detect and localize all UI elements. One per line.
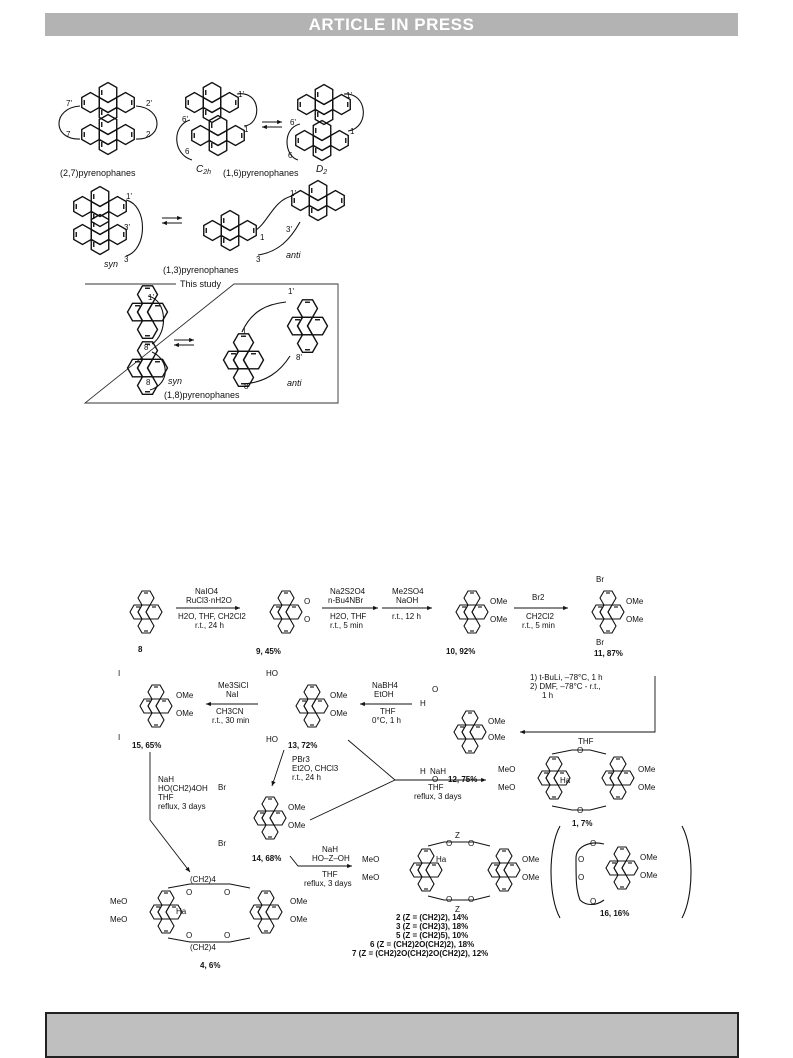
svg-text:Br2: Br2 <box>532 593 545 602</box>
svg-text:H2O, THF: H2O, THF <box>330 612 367 621</box>
svg-text:12, 75%: 12, 75% <box>448 775 478 784</box>
svg-text:HO–Z–OH: HO–Z–OH <box>312 854 350 863</box>
svg-text:(CH2)4: (CH2)4 <box>190 875 216 884</box>
svg-text:11, 87%: 11, 87% <box>594 649 623 658</box>
svg-text:1, 7%: 1, 7% <box>572 819 593 828</box>
svg-text:MeO: MeO <box>498 765 516 774</box>
svg-text:OMe: OMe <box>638 783 656 792</box>
svg-text:O: O <box>186 931 193 940</box>
svg-text:OMe: OMe <box>522 873 540 882</box>
step-3-conditions <box>382 587 432 621</box>
svg-text:O: O <box>468 839 475 848</box>
svg-text:n-Bu4NBr: n-Bu4NBr <box>328 596 364 605</box>
svg-text:OMe: OMe <box>288 821 306 830</box>
svg-text:O: O <box>577 746 584 755</box>
label-16b-6: 6 <box>288 151 293 160</box>
compound-8 <box>130 591 162 654</box>
compound-1 <box>498 746 656 828</box>
svg-text:OMe: OMe <box>490 615 508 624</box>
article-in-press-banner: ARTICLE IN PRESS <box>45 13 738 36</box>
svg-text:Br: Br <box>218 783 226 792</box>
label-18b-1: 1 <box>242 327 247 336</box>
label-16b-1: 1 <box>350 127 355 136</box>
figure1-pyrenophane-classes <box>59 83 363 404</box>
svg-text:4, 6%: 4, 6% <box>200 961 221 970</box>
svg-text:NaIO4: NaIO4 <box>195 587 219 596</box>
caption-27: (2,7)pyrenophanes <box>60 168 136 178</box>
svg-text:HO: HO <box>266 669 278 678</box>
label-16a-6p: 6' <box>182 115 188 124</box>
compound-14 <box>218 783 306 863</box>
svg-text:r.t., 24 h: r.t., 24 h <box>195 621 224 630</box>
svg-text:OMe: OMe <box>640 871 658 880</box>
label-13-3: 3 <box>124 255 129 264</box>
svg-text:O: O <box>224 931 231 940</box>
svg-text:CH3CN: CH3CN <box>216 707 244 716</box>
svg-text:THF: THF <box>322 870 338 879</box>
z-item-2: 2 (Z = (CH2)2), 14% <box>396 913 469 922</box>
svg-text:r.t., 12 h: r.t., 12 h <box>392 612 421 621</box>
svg-text:O: O <box>578 873 585 882</box>
svg-text:OMe: OMe <box>290 915 308 924</box>
svg-text:Ha: Ha <box>176 907 187 916</box>
svg-text:I: I <box>118 669 121 678</box>
svg-text:OMe: OMe <box>488 717 506 726</box>
svg-text:MeO: MeO <box>362 855 380 864</box>
svg-text:O: O <box>186 888 193 897</box>
svg-text:HO: HO <box>266 735 278 744</box>
label-13-anti: anti <box>286 250 301 260</box>
caption-18: (1,8)pyrenophanes <box>164 390 240 400</box>
svg-text:OMe: OMe <box>488 733 506 742</box>
svg-text:CH2Cl2: CH2Cl2 <box>526 612 555 621</box>
label-16a-6: 6 <box>185 147 190 156</box>
this-study-box <box>85 279 338 403</box>
svg-text:O: O <box>304 597 311 606</box>
svg-text:OMe: OMe <box>626 597 644 606</box>
label-18b-1p: 1' <box>288 287 294 296</box>
label-13b-1p: 1' <box>290 189 296 198</box>
z-item-5: 5 (Z = (CH2)5), 10% <box>396 931 469 940</box>
step-9-conditions <box>310 740 486 820</box>
compound-9 <box>256 591 310 656</box>
svg-text:MeO: MeO <box>362 873 380 882</box>
svg-text:13, 72%: 13, 72% <box>288 741 318 750</box>
compound-11 <box>592 575 644 658</box>
svg-text:1) t-BuLi, –78°C, 1 h: 1) t-BuLi, –78°C, 1 h <box>530 673 603 682</box>
svg-text:I: I <box>118 733 121 742</box>
svg-text:Br: Br <box>596 575 604 584</box>
svg-text:OMe: OMe <box>176 709 194 718</box>
label-13-3p: 3' <box>124 223 130 232</box>
svg-text:Z: Z <box>455 831 460 840</box>
svg-text:O: O <box>432 685 439 694</box>
svg-text:O: O <box>446 895 453 904</box>
label-2p: 2' <box>146 99 152 108</box>
svg-text:O: O <box>304 615 311 624</box>
step-1-conditions <box>176 587 246 630</box>
svg-text:r.t., 5 min: r.t., 5 min <box>330 621 363 630</box>
caption-13: (1,3)pyrenophanes <box>163 265 239 275</box>
svg-text:OMe: OMe <box>638 765 656 774</box>
svg-text:r.t., 5 min: r.t., 5 min <box>522 621 555 630</box>
z-series-list <box>352 913 488 958</box>
svg-text:reflux, 3 days: reflux, 3 days <box>158 802 206 811</box>
compound-15 <box>118 669 194 750</box>
z-item-3: 3 (Z = (CH2)3), 18% <box>396 922 469 931</box>
svg-text:H: H <box>420 767 426 776</box>
label-16a-1: 1 <box>244 125 249 134</box>
label-13-1p: 1' <box>126 192 132 201</box>
label-16b-1p: 1' <box>346 91 352 100</box>
svg-text:OMe: OMe <box>490 597 508 606</box>
svg-text:MeO: MeO <box>110 915 128 924</box>
svg-text:0°C, 1 h: 0°C, 1 h <box>372 716 401 725</box>
compound-16 <box>551 826 691 918</box>
svg-text:Na2S2O4: Na2S2O4 <box>330 587 366 596</box>
svg-text:1 h: 1 h <box>542 691 554 700</box>
label-13-syn: syn <box>104 259 119 269</box>
pyrenophane-13-anti <box>163 181 344 276</box>
svg-text:OMe: OMe <box>288 803 306 812</box>
svg-text:10, 92%: 10, 92% <box>446 647 476 656</box>
label-18-8p: 8' <box>144 343 150 352</box>
svg-text:Me2SO4: Me2SO4 <box>392 587 424 596</box>
svg-text:O: O <box>590 839 597 848</box>
svg-text:OMe: OMe <box>640 853 658 862</box>
svg-text:THF: THF <box>158 793 174 802</box>
svg-text:8: 8 <box>138 645 143 654</box>
step-10-conditions <box>150 752 208 872</box>
label-7p: 7' <box>66 99 72 108</box>
svg-text:HO(CH2)4OH: HO(CH2)4OH <box>158 784 208 793</box>
label-7: 7 <box>66 130 71 139</box>
pyrenophane-16-d2 <box>287 85 363 177</box>
svg-text:2) DMF, –78°C - r.t.,: 2) DMF, –78°C - r.t., <box>530 682 601 691</box>
compound-13 <box>266 669 348 750</box>
svg-text:Br: Br <box>218 839 226 848</box>
svg-text:PBr3: PBr3 <box>292 755 310 764</box>
compound-4 <box>110 875 308 970</box>
svg-text:reflux, 3 days: reflux, 3 days <box>304 879 352 888</box>
svg-text:Ha: Ha <box>560 776 571 785</box>
step-5-conditions <box>520 673 655 746</box>
svg-text:NaI: NaI <box>226 690 239 699</box>
compound-2-7-series <box>362 831 540 914</box>
svg-text:Br: Br <box>596 638 604 647</box>
svg-text:OMe: OMe <box>626 615 644 624</box>
label-18-8: 8 <box>146 378 151 387</box>
svg-text:NaH: NaH <box>158 775 175 784</box>
svg-text:OMe: OMe <box>290 897 308 906</box>
svg-text:EtOH: EtOH <box>374 690 394 699</box>
svg-text:r.t., 24 h: r.t., 24 h <box>292 773 321 782</box>
step-11-conditions <box>290 845 352 888</box>
step-7-conditions <box>206 681 258 725</box>
c2h-symbol: $C_{2h}$ <box>196 164 212 176</box>
step-8-conditions <box>272 750 339 786</box>
svg-text:O: O <box>578 855 585 864</box>
label-16a-1p: 1' <box>238 90 244 99</box>
equilibrium-arrow-13 <box>162 218 182 223</box>
label-13b-1: 1 <box>260 233 265 242</box>
svg-text:Me3SiCl: Me3SiCl <box>218 681 249 690</box>
label-2: 2 <box>146 130 151 139</box>
svg-text:r.t., 30 min: r.t., 30 min <box>212 716 250 725</box>
svg-text:OMe: OMe <box>176 691 194 700</box>
label-18-anti: anti <box>287 378 302 388</box>
label-18b-8: 8 <box>244 382 249 391</box>
svg-text:MeO: MeO <box>498 783 516 792</box>
label-18b-8p: 8' <box>296 353 302 362</box>
label-13b-3p: 3' <box>286 225 292 234</box>
label-13b-3: 3 <box>256 255 261 264</box>
z-item-6: 6 (Z = (CH2)2O(CH2)2), 18% <box>370 940 475 949</box>
step-2-conditions <box>322 587 378 630</box>
svg-text:H2O, THF, CH2Cl2: H2O, THF, CH2Cl2 <box>178 612 246 621</box>
svg-text:NaH: NaH <box>430 767 447 776</box>
svg-text:Z: Z <box>455 905 460 914</box>
step-6-conditions <box>360 681 412 725</box>
label-18-syn: syn <box>168 376 183 386</box>
pyrenophane-13-syn <box>74 187 143 270</box>
svg-text:THF: THF <box>428 783 444 792</box>
label-18-1p: 1' <box>148 293 154 302</box>
synthesis-scheme <box>110 575 691 970</box>
svg-text:THF: THF <box>578 737 594 746</box>
label-16b-6p: 6' <box>290 118 296 127</box>
svg-text:14, 68%: 14, 68% <box>252 854 282 863</box>
svg-text:OMe: OMe <box>330 709 348 718</box>
svg-text:9, 45%: 9, 45% <box>256 647 281 656</box>
figure-caption-placeholder <box>45 1012 739 1058</box>
equilibrium-arrow-16 <box>262 122 282 127</box>
svg-text:O: O <box>432 775 439 784</box>
pyrenophane-16-c2h <box>177 83 299 179</box>
svg-text:O: O <box>224 888 231 897</box>
svg-text:O: O <box>446 839 453 848</box>
svg-text:(CH2)4: (CH2)4 <box>190 943 216 952</box>
svg-text:MeO: MeO <box>110 897 128 906</box>
caption-16: (1,6)pyrenophanes <box>223 168 299 178</box>
d2-symbol: $D_2$ <box>316 164 328 176</box>
svg-text:Ha: Ha <box>436 855 447 864</box>
compound-10 <box>446 591 508 656</box>
svg-text:O: O <box>577 806 584 815</box>
svg-text:THF: THF <box>380 707 396 716</box>
svg-text:O: O <box>590 897 597 906</box>
step-4-conditions <box>514 593 568 630</box>
svg-text:15, 65%: 15, 65% <box>132 741 162 750</box>
this-study-title: This study <box>180 279 222 289</box>
svg-text:OMe: OMe <box>330 691 348 700</box>
svg-text:NaBH4: NaBH4 <box>372 681 398 690</box>
svg-text:NaH: NaH <box>322 845 339 854</box>
svg-text:H: H <box>420 699 426 708</box>
svg-text:reflux, 3 days: reflux, 3 days <box>414 792 462 801</box>
svg-text:Et2O, CHCl3: Et2O, CHCl3 <box>292 764 339 773</box>
z-item-7: 7 (Z = (CH2)2O(CH2)2O(CH2)2), 12% <box>352 949 489 958</box>
svg-text:OMe: OMe <box>522 855 540 864</box>
pyrenophane-27 <box>59 83 157 179</box>
svg-text:RuCl3·nH2O: RuCl3·nH2O <box>186 596 232 605</box>
svg-text:O: O <box>468 895 475 904</box>
svg-text:16, 16%: 16, 16% <box>600 909 630 918</box>
svg-text:NaOH: NaOH <box>396 596 419 605</box>
